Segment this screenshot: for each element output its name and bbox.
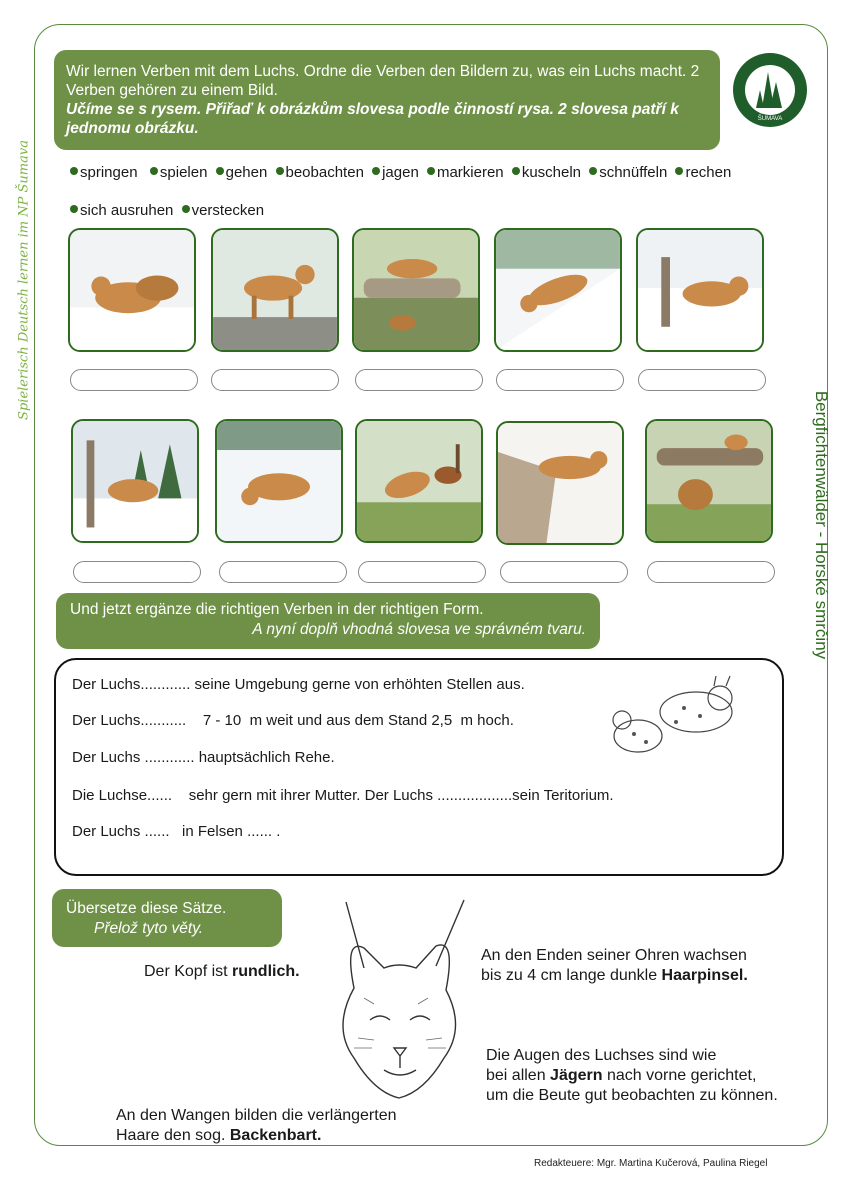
sentence-4: Die Luchse...... sehr gern mit ihrer Mutter. Der Luchs ..................sein Teritorium.	[72, 787, 614, 804]
verb-item: jagen	[372, 164, 419, 181]
task1-de: Wir lernen Verben mit dem Luchs. Ordne die Verben den Bildern zu, was ein Luchs macht. 2 Verben gehören zu einem Bild.	[66, 63, 700, 99]
answer-field-1[interactable]	[70, 369, 198, 391]
verb-item: springen	[70, 164, 138, 181]
lynx-picture-4	[494, 228, 622, 352]
sentence-2: Der Luchs........... 7 - 10 m weit und aus dem Stand 2,5 m hoch.	[72, 712, 514, 729]
lynx-picture-6	[71, 419, 199, 543]
answer-field-7[interactable]	[219, 561, 347, 583]
answer-field-4[interactable]	[496, 369, 624, 391]
task2-banner	[56, 593, 600, 649]
lynx-picture-2	[211, 228, 339, 352]
lynx-sketch-small	[604, 670, 744, 766]
task3-cz: Přelož tyto věty.	[94, 920, 204, 937]
verb-item: schnüffeln	[589, 164, 667, 181]
fact-eyes: Die Augen des Luchses sind wie bei allen Jägern nach vorne gerichtet, um die Beute gut beobachten zu können.	[486, 1047, 778, 1104]
verb-item: gehen	[216, 164, 268, 181]
footer-credits: Redakteuere: Mgr. Martina Kučerová, Paulina Riegel	[534, 1158, 768, 1169]
answer-field-8[interactable]	[358, 561, 486, 583]
lynx-picture-5	[636, 228, 764, 352]
verb-list-row2	[70, 202, 268, 219]
lynx-picture-1	[68, 228, 196, 352]
lynx-picture-10	[645, 419, 773, 543]
lynx-picture-8	[355, 419, 483, 543]
sentence-3: Der Luchs ............ hauptsächlich Rehe.	[72, 749, 335, 766]
task2-cz: A nyní doplň vhodná slovesa ve správném tvaru.	[252, 621, 586, 638]
answer-field-2[interactable]	[211, 369, 339, 391]
task3-de: Übersetze diese Sätze.	[66, 900, 227, 917]
lynx-picture-3	[352, 228, 480, 352]
verb-item: beobachten	[276, 164, 364, 181]
fact-head: Der Kopf ist rundlich.	[144, 963, 300, 980]
verb-item: kuscheln	[512, 164, 581, 181]
lynx-picture-9	[496, 421, 624, 545]
verb-item: sich ausruhen	[70, 202, 173, 219]
verb-item: markieren	[427, 164, 504, 181]
answer-field-3[interactable]	[355, 369, 483, 391]
sentence-1: Der Luchs............ seine Umgebung gerne von erhöhten Stellen aus.	[72, 676, 525, 693]
verb-item: spielen	[146, 164, 208, 181]
answer-field-10[interactable]	[647, 561, 775, 583]
task2-de: Und jetzt ergänze die richtigen Verben in der richtigen Form.	[70, 601, 484, 618]
fact-ears: An den Enden seiner Ohren wachsen bis zu 4 cm lange dunkle Haarpinsel.	[481, 947, 748, 984]
verb-item: rechen	[675, 164, 731, 181]
fact-cheeks: An den Wangen bilden die verlängerten Haare den sog. Backenbart.	[116, 1107, 397, 1144]
sentence-5: Der Luchs ...... in Felsen ...... .	[72, 823, 281, 840]
answer-field-6[interactable]	[73, 561, 201, 583]
answer-field-5[interactable]	[638, 369, 766, 391]
task1-banner	[54, 50, 720, 150]
answer-field-9[interactable]	[500, 561, 628, 583]
park-logo	[732, 52, 808, 128]
lynx-picture-7	[215, 419, 343, 543]
side-title-left: Spielerisch Deutsch lernen im NP Šumava	[16, 140, 32, 420]
task1-cz: Učíme se s rysem. Přiřaď k obrázkům slovesa podle činností rysa. 2 slovesa patří k jednomu obrázku.	[66, 101, 679, 137]
verb-list-row1	[70, 164, 735, 181]
logo-label: ŠUMAVA	[757, 116, 783, 122]
lynx-head-sketch	[324, 898, 474, 1108]
task3-banner	[52, 889, 282, 947]
verb-item: verstecken	[182, 202, 265, 219]
side-title-right: Bergfichtenwälder - Horské smrčiny	[812, 390, 831, 660]
